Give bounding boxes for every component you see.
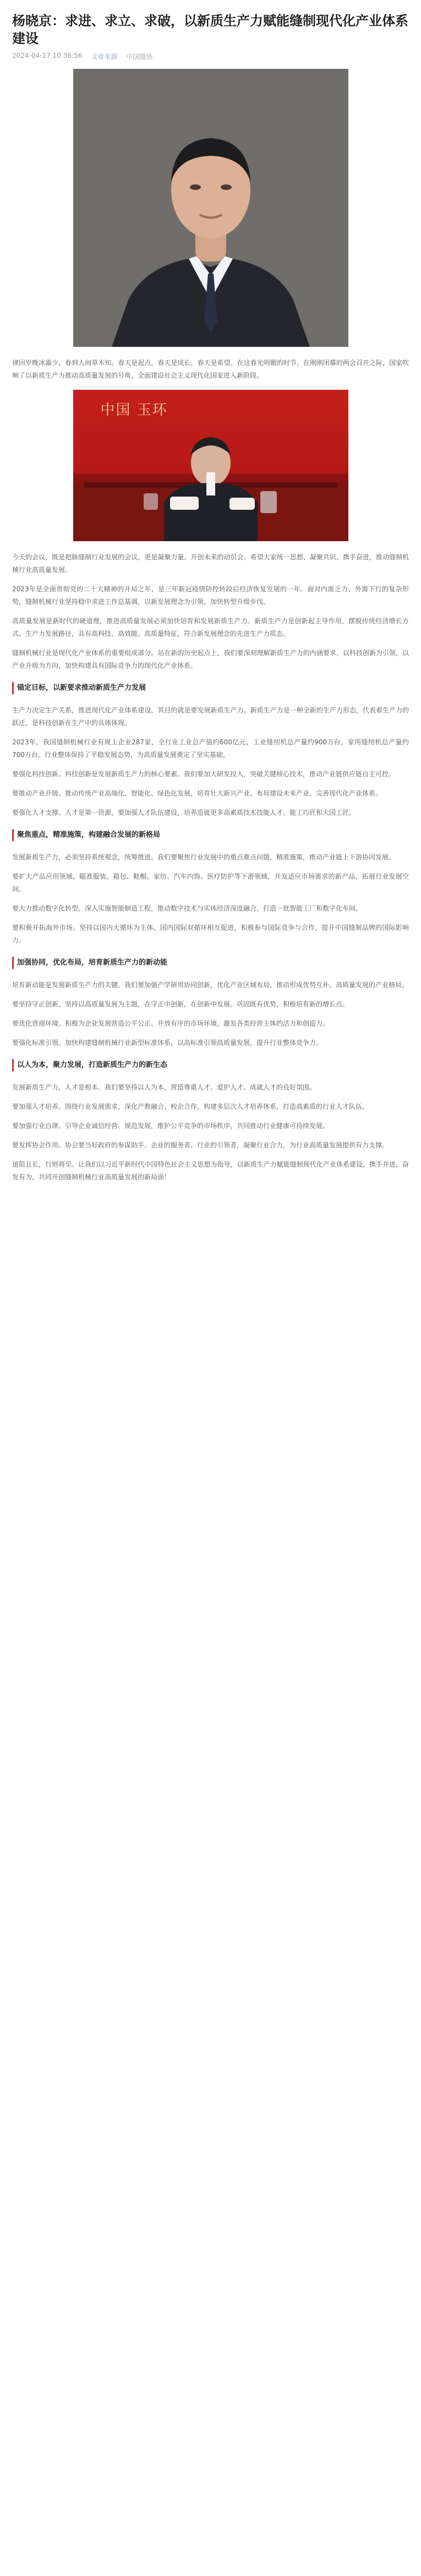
section-paragraph: 发展新质生产力，必须坚持系统观念，统筹推进。我们要聚焦行业发展中的重点难点问题，精准施策，推动产业链上下游协同发展。 bbox=[12, 853, 396, 861]
paragraph: 今天的会议，既是把脉缝制行业发展的会议，更是凝聚力量、开创未来的动员会。希望大家统一思想、凝聚共识、携手奋进，推动缝制机械行业高质量发展。 bbox=[12, 553, 409, 574]
section-paragraph: 要坚持守正创新。坚持以高质量发展为主题，在守正中创新，在创新中发展。巩固既有优势，积极培育新的增长点。 bbox=[12, 1000, 349, 1008]
section-paragraph: 道阻且长，行则将至。让我们以习近平新时代中国特色社会主义思想为指导，以新质生产力赋能缝制现代化产业体系建设，携手并进，奋发有为，共同开创缝制机械行业高质量发展的新局面！ bbox=[12, 1161, 409, 1181]
section-3-body bbox=[12, 979, 409, 1049]
intro-paragraph: 律回岁晚冰霜少，春到人间草木知。春天是起点，春天是成长，春天是希望。在这春光明媚的时节，在刚刚闭幕的两会召开之际，国家吹响了以新质生产力推动高质量发展的号角，全面建设社会主义现代化国家进入新阶段。 bbox=[12, 359, 409, 379]
section-paragraph: 要推动产业升级。推动传统产业高端化、智能化、绿色化发展，培育壮大新兴产业，布局建设未来产业，完善现代化产业体系。 bbox=[12, 789, 382, 797]
section-paragraph: 2023年，我国缝制机械行业有规上企业287家，全行业工业总产值约600亿元，工业缝纫机总产量约900万台，家用缝纫机总产量约700万台。行业整体保持了平稳发展态势，为高质量发展奠定了坚实基础。 bbox=[12, 738, 409, 759]
opening-paragraphs bbox=[12, 551, 409, 672]
section-heading: 以人为本，聚力发展，打造新质生产力的新生态 bbox=[12, 1059, 409, 1071]
paragraph: 2023年是全面贯彻党的二十大精神的开局之年，是三年新冠疫情防控转段后经济恢复发展的一年。面对内需乏力、外需下行的复杂形势，缝制机械行业坚持稳中求进工作总基调，以新发展理念为引领，加快转型升级步伐。 bbox=[12, 585, 409, 606]
section-paragraph: 培育新动能是发展新质生产力的关键。我们要加强产学研用协同创新，优化产业区域布局，推动形成优势互补、高质量发展的产业格局。 bbox=[12, 981, 409, 989]
intro bbox=[12, 357, 409, 382]
section-paragraph: 要强化科技创新。科技创新是发展新质生产力的核心要素。我们要加大研发投入，突破关键核心技术，推动产业链供应链自主可控。 bbox=[12, 770, 396, 778]
section-paragraph: 要加强行业自律。引导企业诚信经营、规范发展，维护公平竞争的市场秩序，共同推动行业健康可持续发展。 bbox=[12, 1122, 330, 1130]
section-4-body bbox=[12, 1081, 409, 1184]
article-date: 2024-04-17 10:36:56 bbox=[12, 52, 83, 59]
section-paragraph: 要发挥协会作用。协会要当好政府的参谋助手、企业的服务者、行业的引领者，凝聚行业合力，为行业高质量发展提供有力支撑。 bbox=[12, 1141, 389, 1149]
section-paragraph: 要积极开拓海外市场。坚持以国内大循环为主体、国内国际双循环相互促进，积极参与国际竞争与合作，提升中国缝制品牌的国际影响力。 bbox=[12, 924, 409, 944]
portrait-illustration bbox=[73, 69, 348, 347]
section-paragraph: 要强化标准引领。加快构建缝制机械行业新型标准体系，以高标准引领高质量发展，提升行业整体竞争力。 bbox=[12, 1039, 323, 1047]
section-paragraph: 要加强人才培养。围绕行业发展需求，深化产教融合、校企合作，构建多层次人才培养体系，打造高素质的行业人才队伍。 bbox=[12, 1103, 369, 1110]
article-source-label: 文章来源 bbox=[91, 53, 118, 61]
section-paragraph: 要大力推动数字化转型。深入实施智能制造工程，推动数字技术与实体经济深度融合，打造一批智能工厂和数字化车间。 bbox=[12, 905, 363, 912]
article-meta bbox=[12, 52, 409, 61]
article-title: 杨晓京：求进、求立、求破，以新质生产力赋能缝制现代化产业体系建设 bbox=[12, 13, 408, 46]
section-paragraph: 发展新质生产力，人才是根本。我们要坚持以人为本，营造尊重人才、爱护人才、成就人才的良好氛围。 bbox=[12, 1083, 316, 1091]
portrait-photo bbox=[73, 69, 348, 347]
article-source: 中国缝协 bbox=[126, 53, 153, 61]
section-1-body bbox=[12, 704, 409, 819]
article bbox=[0, 0, 421, 1184]
section-paragraph: 生产力决定生产关系，推进现代化产业体系建设，其目的就是要发展新质生产力。新质生产力是一种全新的生产力形态，代表着生产力的跃迁，是科技创新在生产中的具体体现。 bbox=[12, 706, 409, 727]
section-paragraph: 要强化人才支撑。人才是第一资源，要加强人才队伍建设，培养造就更多高素质技术技能人才、能工巧匠和大国工匠。 bbox=[12, 809, 356, 816]
paragraph: 高质量发展是新时代的硬道理，推进高质量发展必须加快培育和发展新质生产力。新质生产力是创新起主导作用，摆脱传统经济增长方式、生产力发展路径，具有高科技、高效能、高质量特征，符合新发展理念的先进生产力质态。 bbox=[12, 617, 409, 638]
conference-backdrop-text: 中国 玉环 bbox=[100, 402, 168, 418]
conference-photo bbox=[73, 390, 348, 541]
section-paragraph: 要扩大产品应用领域。瞄准服装、箱包、鞋帽、家纺、汽车内饰、医疗防护等下游领域，开发适应市场需求的新产品，拓展行业发展空间。 bbox=[12, 873, 409, 893]
section-heading: 加强协同，优化布局，培育新质生产力的新动能 bbox=[12, 957, 409, 969]
section-paragraph: 要优化营商环境。积极为企业发展营造公平公正、开放有序的市场环境，激发各类经营主体的活力和创造力。 bbox=[12, 1020, 330, 1027]
section-2-body bbox=[12, 851, 409, 947]
section-heading: 聚焦重点，精准施策，构建融合发展的新格局 bbox=[12, 829, 409, 841]
paragraph: 缝制机械行业是现代化产业体系的重要组成部分。站在新的历史起点上，我们要深刻理解新质生产力的内涵要求，以科技创新为引领，以产业升级为方向，加快构建具有国际竞争力的现代化产业体系。 bbox=[12, 649, 409, 669]
section-heading: 锚定目标，以新要求推动新质生产力发展 bbox=[12, 682, 409, 694]
